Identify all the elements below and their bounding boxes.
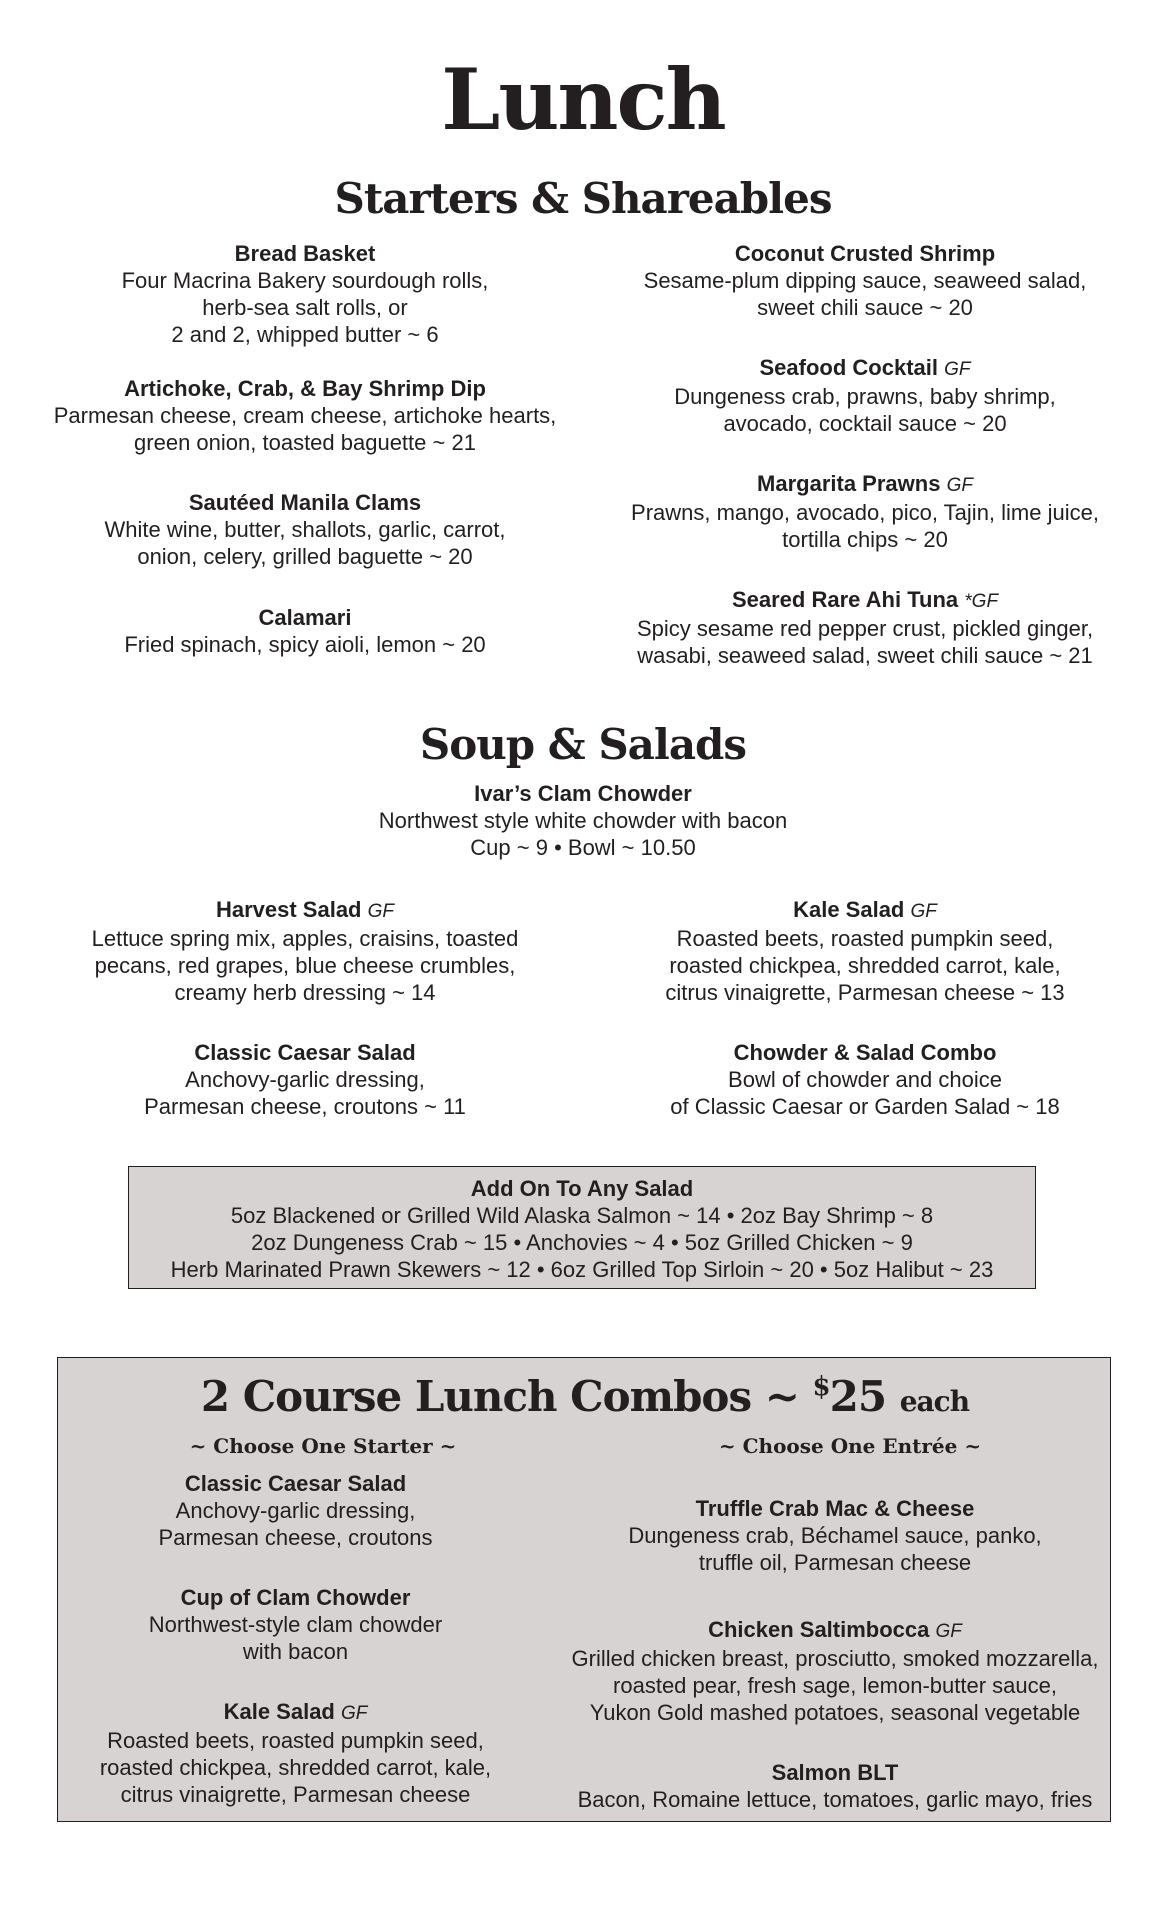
gluten-free-tag: GF — [944, 359, 971, 380]
menu-item — [558, 1495, 1112, 1576]
combo-entrees-column — [558, 1495, 1112, 1813]
item-desc-line: green onion, toasted baguette ~ 21 — [134, 430, 476, 455]
add-on-line: Herb Marinated Prawn Skewers ~ 12 • 6oz Grilled Top Sirloin ~ 20 • 5oz Halibut ~ 23 — [170, 1257, 994, 1282]
item-desc-line: Roasted beets, roasted pumpkin seed, — [107, 1728, 484, 1753]
item-desc-line: Dungeness crab, prawns, baby shrimp, — [674, 384, 1056, 409]
menu-item — [600, 586, 1130, 669]
item-desc-line: Anchovy-garlic dressing, — [185, 1067, 425, 1092]
item-desc-line: sweet chili sauce ~ 20 — [757, 295, 973, 320]
item-desc-line: Prawns, mango, avocado, pico, Tajin, lime juice, — [631, 500, 1099, 525]
item-desc-line: tortilla chips ~ 20 — [782, 527, 948, 552]
menu-item — [600, 354, 1130, 437]
item-desc-line: of Classic Caesar or Garden Salad ~ 18 — [670, 1094, 1060, 1119]
gluten-free-tag: GF — [341, 1703, 368, 1724]
combos-price: 25 — [829, 1372, 887, 1421]
add-on-line: 2oz Dungeness Crab ~ 15 • Anchovies ~ 4 • 5oz Grilled Chicken ~ 9 — [251, 1230, 913, 1255]
menu-item — [600, 240, 1130, 321]
menu-item — [40, 604, 570, 658]
item-name: Bread Basket — [234, 241, 376, 266]
item-name: Calamari — [258, 605, 352, 630]
combos-heading-text: 2 Course Lunch Combos ~ — [200, 1372, 813, 1421]
item-desc-line: Fried spinach, spicy aioli, lemon ~ 20 — [124, 632, 486, 657]
item-desc-line: Parmesan cheese, croutons ~ 11 — [144, 1094, 466, 1119]
add-on-heading: Add On To Any Salad — [470, 1176, 694, 1201]
menu-item — [58, 1584, 533, 1665]
lunch-combos-box — [57, 1357, 1111, 1822]
gluten-free-tag: GF — [910, 901, 937, 922]
menu-item — [600, 1039, 1130, 1120]
gluten-free-tag: GF — [367, 901, 395, 922]
item-name: Truffle Crab Mac & Cheese — [695, 1496, 975, 1521]
menu-item — [40, 375, 570, 456]
combo-starters-column — [58, 1470, 533, 1808]
menu-item — [40, 489, 570, 570]
combos-heading — [58, 1372, 1112, 1421]
combos-dollar-sign: $ — [812, 1372, 830, 1402]
combos-each: each — [899, 1385, 970, 1418]
add-on-line: 5oz Blackened or Grilled Wild Alaska Salmon ~ 14 • 2oz Bay Shrimp ~ 8 — [230, 1203, 934, 1228]
item-desc-line: Northwest style white chowder with bacon — [378, 808, 788, 833]
item-name: Seared Rare Ahi Tuna — [731, 587, 959, 612]
menu-item — [58, 1470, 533, 1551]
item-desc-line: 2 and 2, whipped butter ~ 6 — [171, 322, 439, 347]
item-name: Cup of Clam Chowder — [180, 1585, 411, 1610]
gluten-free-tag: GF — [946, 475, 973, 496]
item-name: Harvest Salad — [215, 897, 362, 922]
menu-item — [40, 896, 570, 1006]
item-desc-line: Lettuce spring mix, apples, craisins, toasted — [91, 926, 519, 951]
item-desc-line: Bowl of chowder and choice — [728, 1067, 1002, 1092]
item-desc-line: Roasted beets, roasted pumpkin seed, — [676, 926, 1054, 951]
item-name: Chicken Saltimbocca — [708, 1617, 930, 1642]
item-desc-line: Parmesan cheese, croutons — [158, 1525, 433, 1550]
menu-title: Lunch — [441, 50, 725, 149]
starters-left-column — [40, 240, 570, 658]
item-desc-line: Cup ~ 9 • Bowl ~ 10.50 — [470, 835, 696, 860]
item-desc-line: herb-sea salt rolls, or — [202, 295, 408, 320]
item-desc-line: creamy herb dressing ~ 14 — [174, 980, 436, 1005]
item-desc-line: pecans, red grapes, blue cheese crumbles, — [94, 953, 516, 978]
add-on-box — [128, 1166, 1036, 1289]
item-name: Margarita Prawns — [757, 471, 941, 496]
menu-item — [40, 240, 570, 348]
item-desc-line: Yukon Gold mashed potatoes, seasonal vegetable — [589, 1700, 1081, 1725]
item-desc-line: Four Macrina Bakery sourdough rolls, — [121, 268, 489, 293]
item-desc-line: truffle oil, Parmesan cheese — [698, 1550, 972, 1575]
salads-left-column — [40, 896, 570, 1120]
gluten-free-tag: GF — [935, 1621, 962, 1642]
item-desc-line: Dungeness crab, Béchamel sauce, panko, — [628, 1523, 1042, 1548]
item-name: Kale Salad — [223, 1699, 335, 1724]
item-desc-line: White wine, butter, shallots, garlic, carrot, — [104, 517, 506, 542]
item-desc-line: Anchovy-garlic dressing, — [175, 1498, 416, 1523]
salads-right-column — [600, 896, 1130, 1120]
item-desc-line: citrus vinaigrette, Parmesan cheese ~ 13 — [665, 980, 1065, 1005]
item-desc-line: citrus vinaigrette, Parmesan cheese — [120, 1782, 471, 1807]
item-desc-line: avocado, cocktail sauce ~ 20 — [723, 411, 1007, 436]
menu-item — [40, 1039, 570, 1120]
item-desc-line: Northwest-style clam chowder — [148, 1612, 443, 1637]
item-name: Artichoke, Crab, & Bay Shrimp Dip — [124, 376, 486, 401]
item-name: Kale Salad — [793, 897, 905, 922]
starters-right-column — [600, 240, 1130, 669]
item-name: Classic Caesar Salad — [184, 1471, 407, 1496]
soups-heading: Soup & Salads — [419, 720, 747, 769]
menu-item — [600, 896, 1130, 1006]
starters-heading: Starters & Shareables — [334, 174, 832, 223]
choose-entree-label: ~ Choose One Entrée ~ — [718, 1434, 982, 1458]
item-name: Ivar’s Clam Chowder — [474, 781, 692, 806]
item-name: Seafood Cocktail — [759, 355, 938, 380]
item-desc-line: roasted chickpea, shredded carrot, kale, — [99, 1755, 492, 1780]
item-desc-line: with bacon — [242, 1639, 349, 1664]
gluten-free-tag: *GF — [964, 591, 999, 612]
menu-item — [558, 1616, 1112, 1726]
item-desc-line: Spicy sesame red pepper crust, pickled ginger, — [636, 616, 1094, 641]
item-desc-line: Grilled chicken breast, prosciutto, smoked mozzarella, — [571, 1646, 1099, 1671]
menu-item — [558, 1759, 1112, 1813]
item-name: Sautéed Manila Clams — [188, 490, 422, 515]
item-name: Classic Caesar Salad — [194, 1040, 416, 1065]
choose-starter-label: ~ Choose One Starter ~ — [189, 1434, 457, 1458]
item-desc-line: Sesame-plum dipping sauce, seaweed salad, — [643, 268, 1087, 293]
item-desc-line: wasabi, seaweed salad, sweet chili sauce ~ 21 — [637, 643, 1093, 668]
menu-item — [58, 1698, 533, 1808]
item-name: Chowder & Salad Combo — [733, 1040, 997, 1065]
item-name: Salmon BLT — [771, 1760, 899, 1785]
item-desc-line: roasted pear, fresh sage, lemon-butter sauce, — [613, 1673, 1057, 1698]
chowder-item — [0, 780, 1166, 861]
item-desc-line: roasted chickpea, shredded carrot, kale, — [669, 953, 1061, 978]
item-desc-line: onion, celery, grilled baguette ~ 20 — [137, 544, 473, 569]
item-desc-line: Parmesan cheese, cream cheese, artichoke hearts, — [53, 403, 557, 428]
item-desc-line: Bacon, Romaine lettuce, tomatoes, garlic mayo, fries — [577, 1787, 1093, 1812]
menu-item — [600, 470, 1130, 553]
item-name: Coconut Crusted Shrimp — [734, 241, 996, 266]
